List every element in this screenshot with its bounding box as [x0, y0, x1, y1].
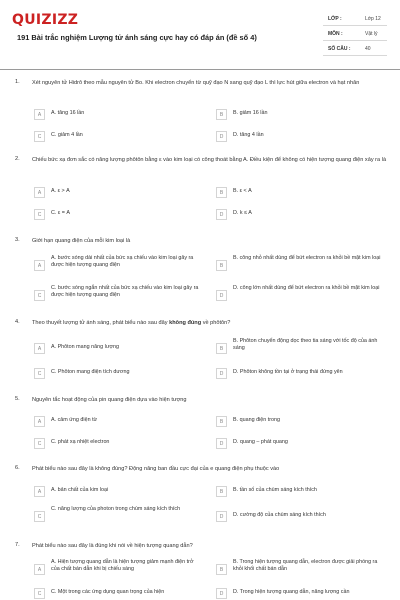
option-d[interactable]	[216, 511, 378, 523]
option-text: A. bản chất của kim loại	[51, 487, 109, 493]
option-d[interactable]	[216, 285, 378, 307]
option-letter-box: D	[216, 588, 227, 599]
option-text: C. giảm 4 lần	[51, 132, 83, 138]
option-text: A. tăng 16 lần	[51, 110, 85, 116]
option-a[interactable]	[34, 416, 196, 428]
meta-count-label: SỐ CÂU :	[328, 46, 351, 52]
option-text: D. Trong hiện tượng quang dẫn, năng lượng cần	[233, 589, 350, 595]
meta-subject-label: MÔN :	[328, 31, 343, 37]
option-c[interactable]	[34, 285, 199, 307]
option-text: D. Phôton không tồn tại ở trạng thái đứng yên	[233, 369, 343, 375]
option-text: A. ε > A	[51, 188, 70, 194]
option-text: B. công nhỏ nhất dùng để bứt electron ra khỏi bề mặt kim loại	[233, 255, 381, 261]
question-text: Xét nguyên tử Hidrô theo mẫu nguyên tử Bo. Khi electron chuyển từ quỹ đạo N sang quỹ đạo L thì lực hút giữa electron và hạt nhân	[32, 80, 360, 86]
option-b[interactable]	[216, 416, 378, 428]
option-d[interactable]	[216, 368, 378, 380]
option-text: B. ε < A	[233, 188, 252, 194]
option-a[interactable]	[34, 187, 196, 199]
option-letter-box: D	[216, 131, 227, 142]
option-letter-box: B	[216, 260, 227, 271]
option-text: D. k ≤ A	[233, 210, 252, 216]
option-letter-box: B	[216, 564, 227, 575]
option-letter-box: C	[34, 438, 45, 449]
question-text: Theo thuyết lượng tử ánh sáng, phát biểu nào sau đây không đúng về phôtôn?	[32, 320, 231, 326]
option-letter-box: C	[34, 511, 45, 522]
meta-divider	[323, 25, 387, 26]
option-d[interactable]	[216, 438, 378, 450]
option-c[interactable]	[34, 131, 196, 143]
option-letter-box: C	[34, 209, 45, 220]
meta-divider	[323, 40, 387, 41]
option-b[interactable]	[216, 486, 378, 498]
option-letter-box: A	[34, 343, 45, 354]
option-text: D. tăng 4 lần	[233, 132, 264, 138]
quizizz-logo: QUIZIZZ	[12, 12, 79, 28]
option-letter-box: D	[216, 438, 227, 449]
option-d[interactable]	[216, 588, 378, 600]
option-text: A. Hiện tượng quang dẫn là hiện tượng giảm mạnh điện trở của chất bán dẫn khi bị chiếu sáng	[51, 559, 194, 573]
option-b[interactable]	[216, 255, 381, 277]
question-text: Nguyên tắc hoạt động của pin quang điện dựa vào hiện tượng	[32, 397, 187, 403]
option-text: C. năng lượng của photon trong chùm sáng kích thích	[51, 506, 181, 512]
option-letter-box: B	[216, 416, 227, 427]
option-letter-box: D	[216, 209, 227, 220]
option-letter-box: C	[34, 588, 45, 599]
option-letter-box: A	[34, 564, 45, 575]
option-a[interactable]	[34, 343, 196, 355]
option-text: B. quang điện trong	[233, 417, 281, 423]
question-text: Giới hạn quang điện của mỗi kim loại là	[32, 238, 131, 244]
option-letter-box: C	[34, 368, 45, 379]
option-a[interactable]	[34, 486, 196, 498]
option-text: B. Phôton chuyển động dọc theo tia sáng với tốc độ của ánh sáng	[233, 338, 378, 352]
question-number: 4.	[15, 319, 20, 325]
option-text: B. Trong hiện tượng quang dẫn, electron được giải phóng ra khỏi khối chất bán dẫn	[233, 559, 378, 573]
question-text: Chiếu bức xạ đơn sắc có năng lượng phôtôn bằng ε vào kim loại có công thoát bằng A. Điều kiện để không có hiện tượng quang điện xảy ra là	[32, 157, 387, 163]
option-letter-box: D	[216, 368, 227, 379]
option-letter-box: A	[34, 486, 45, 497]
option-text: C. Một trong các ứng dụng quan trọng của hiện	[51, 589, 165, 595]
page-title: 191 Bài trắc nghiệm Lượng tử ánh sáng cực hay có đáp án (đề số 4)	[17, 33, 257, 42]
option-text: D. công lớn nhất dùng để bứt electron ra khỏi bề mặt kim loại	[233, 285, 380, 291]
option-c[interactable]	[34, 368, 196, 380]
option-a[interactable]	[34, 255, 196, 277]
question-number: 5.	[15, 396, 20, 402]
question-number: 3.	[15, 237, 20, 243]
option-letter-box: C	[34, 290, 45, 301]
option-letter-box: B	[216, 486, 227, 497]
option-b[interactable]	[216, 559, 378, 581]
question-number: 6.	[15, 465, 20, 471]
emphasis-not-correct: không đúng	[169, 320, 202, 326]
meta-divider	[323, 55, 387, 56]
option-c[interactable]	[34, 588, 196, 600]
option-d[interactable]	[216, 209, 378, 221]
option-letter-box: B	[216, 109, 227, 120]
option-a[interactable]	[34, 559, 196, 581]
option-text: A. Phôton mang năng lượng	[51, 344, 119, 350]
option-letter-box: A	[34, 187, 45, 198]
option-c[interactable]	[34, 438, 196, 450]
option-letter-box: D	[216, 290, 227, 301]
option-letter-box: B	[216, 343, 227, 354]
option-letter-box: A	[34, 260, 45, 271]
option-c[interactable]	[34, 209, 196, 221]
option-b[interactable]	[216, 109, 378, 121]
option-text: C. ε = A	[51, 210, 71, 216]
option-text: D. quang – phát quang	[233, 439, 288, 445]
option-text: C. phát xạ nhiệt electron	[51, 439, 110, 445]
option-letter-box: C	[34, 131, 45, 142]
option-letter-box: D	[216, 511, 227, 522]
option-d[interactable]	[216, 131, 378, 143]
question-number: 1.	[15, 79, 20, 85]
option-b[interactable]	[216, 187, 378, 199]
option-letter-box: B	[216, 187, 227, 198]
meta-subject-value: Vật lý	[365, 31, 378, 37]
meta-grade-label: LỚP :	[328, 16, 342, 22]
option-c[interactable]	[34, 506, 196, 528]
question-text: Phát biểu nào sau đây là đúng khi nói về hiện tượng quang dẫn?	[32, 543, 193, 549]
question-number: 7.	[15, 542, 20, 548]
option-text: C. bước sóng ngắn nhất của bức xạ chiếu vào kim loại gây ra được hiện tượng quang điện	[51, 285, 199, 299]
meta-grade-value: Lớp 12	[365, 16, 381, 22]
option-letter-box: A	[34, 416, 45, 427]
page-header	[0, 0, 400, 70]
option-text: A. cảm ứng điện từ	[51, 417, 98, 423]
option-text: A. bước sóng dài nhất của bức xạ chiếu vào kim loại gây ra được hiện tượng quang điện	[51, 255, 194, 269]
meta-count-value: 40	[365, 46, 371, 52]
option-text: C. Phôton mang điện tích dương	[51, 369, 130, 375]
question-text: Phát biểu nào sau đây là không đúng? Động năng ban đầu cực đại của e quang điện phụ thuộc vào	[32, 466, 280, 472]
question-number: 2.	[15, 156, 20, 162]
option-text: B. giảm 16 lần	[233, 110, 268, 116]
option-text: B. tần số của chùm sáng kích thích	[233, 487, 317, 493]
option-b[interactable]	[216, 338, 378, 360]
option-text: D. cường độ của chùm sáng kích thích	[233, 512, 326, 518]
option-letter-box: A	[34, 109, 45, 120]
option-a[interactable]	[34, 109, 196, 121]
